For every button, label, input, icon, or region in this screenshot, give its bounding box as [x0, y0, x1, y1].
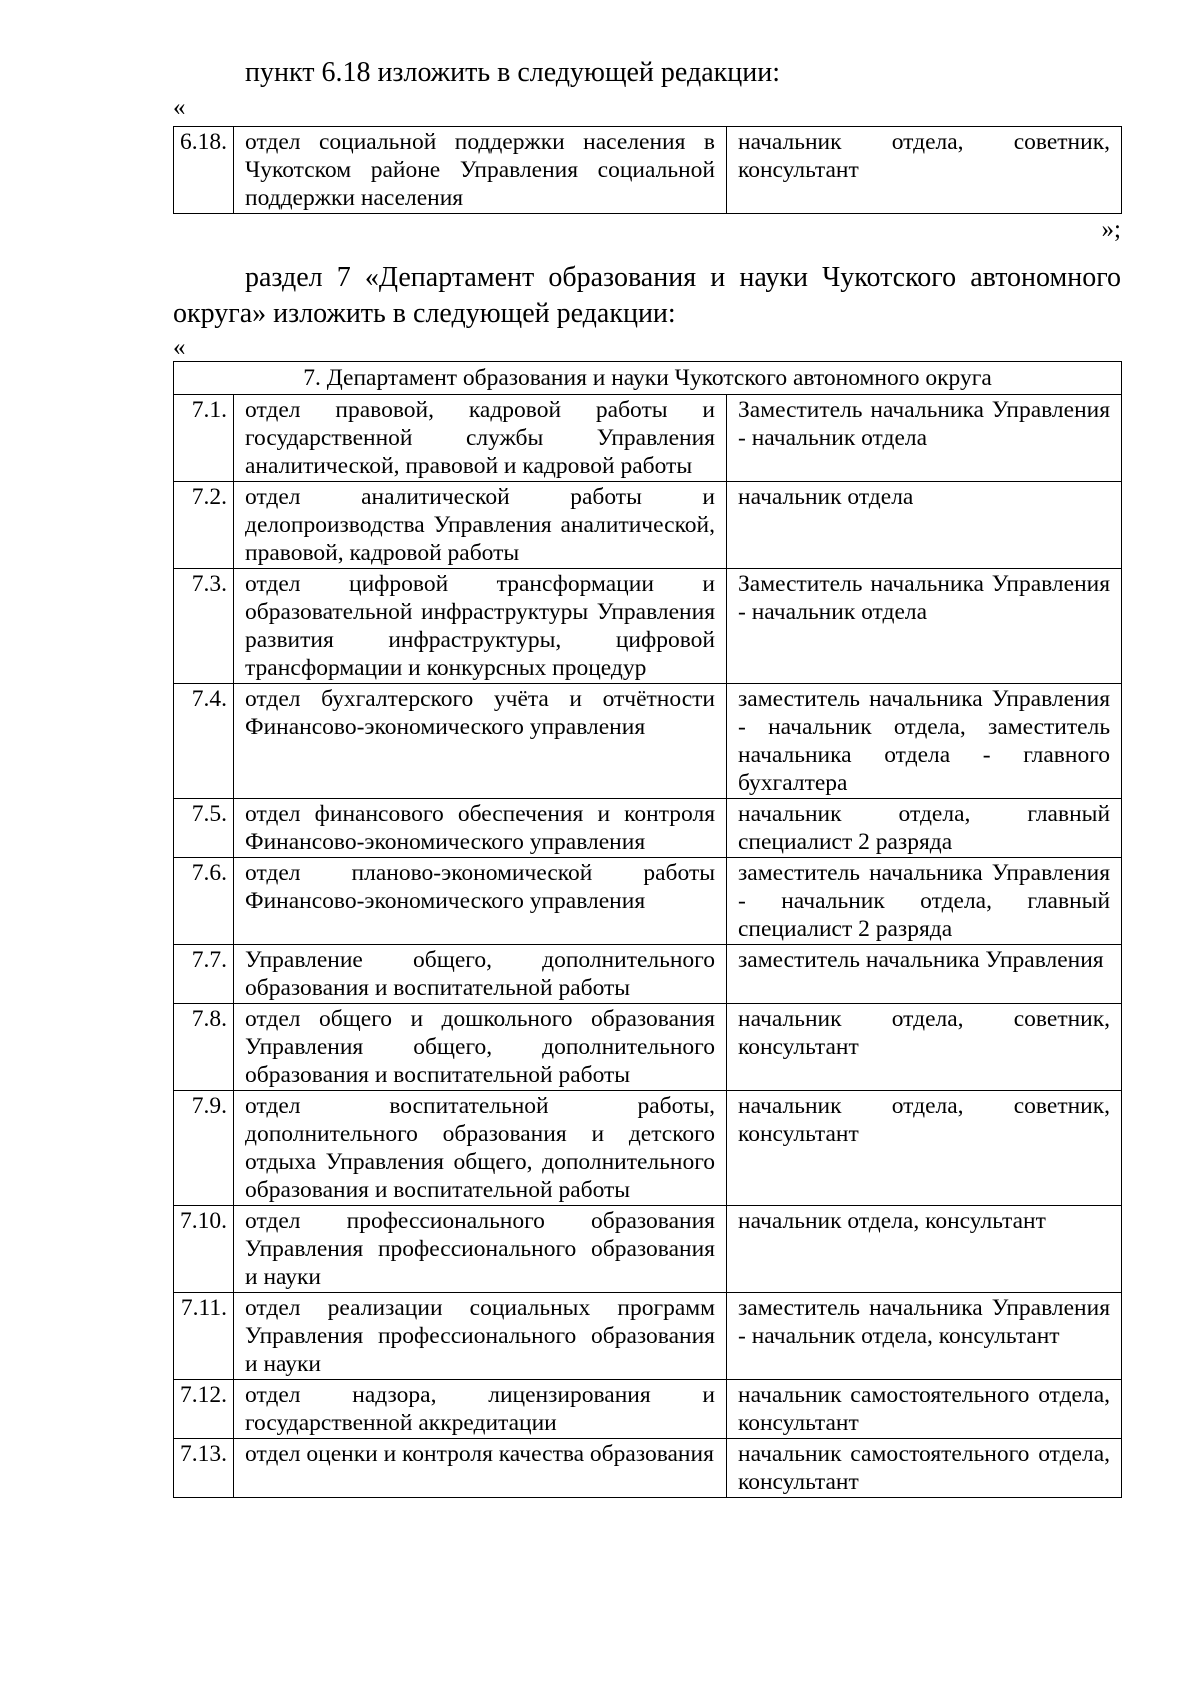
row-number: 7.10.	[174, 1206, 234, 1293]
table-row	[174, 1439, 1122, 1498]
row-number: 7.7.	[174, 945, 234, 1004]
unit-name: отдел реализации социальных программ Управления профессионального образования и науки	[234, 1293, 727, 1380]
row-number: 7.5.	[174, 799, 234, 858]
open-quote-2: «	[173, 334, 186, 361]
table-header-row	[174, 362, 1122, 395]
paragraph-618-intro: пункт 6.18 изложить в следующей редакции:	[245, 57, 780, 88]
positions: начальник отдела, советник, консультант	[727, 127, 1122, 214]
positions: заместитель начальника Управления	[727, 945, 1122, 1004]
unit-name: Управление общего, дополнительного образования и воспитательной работы	[234, 945, 727, 1004]
row-number: 7.11.	[174, 1293, 234, 1380]
table-row	[174, 1380, 1122, 1439]
positions: начальник самостоятельного отдела, консультант	[727, 1439, 1122, 1498]
table-row	[174, 482, 1122, 569]
table-row	[174, 569, 1122, 684]
unit-name: отдел аналитической работы и делопроизводства Управления аналитической, правовой, кадровой работы	[234, 482, 727, 569]
table-row	[174, 395, 1122, 482]
row-number: 7.8.	[174, 1004, 234, 1091]
table-row	[174, 1091, 1122, 1206]
row-number: 7.2.	[174, 482, 234, 569]
unit-name: отдел социальной поддержки населения в Чукотском районе Управления социальной поддержки населения	[234, 127, 727, 214]
open-quote: «	[173, 94, 186, 121]
positions: заместитель начальника Управления - начальник отдела, заместитель начальника отдела - главного бухгалтера	[727, 684, 1122, 799]
row-number: 7.3.	[174, 569, 234, 684]
row-number: 7.9.	[174, 1091, 234, 1206]
section-header: 7. Департамент образования и науки Чукотского автономного округа	[174, 362, 1122, 395]
table-row	[174, 1206, 1122, 1293]
unit-name: отдел правовой, кадровой работы и государственной службы Управления аналитической, правовой и кадровой работы	[234, 395, 727, 482]
row-number: 7.6.	[174, 858, 234, 945]
unit-name: отдел финансового обеспечения и контроля Финансово-экономического управления	[234, 799, 727, 858]
row-number: 6.18.	[174, 127, 234, 214]
table-row	[174, 1293, 1122, 1380]
row-number: 7.13.	[174, 1439, 234, 1498]
table-row	[174, 858, 1122, 945]
row-number: 7.12.	[174, 1380, 234, 1439]
close-quote: »;	[1101, 216, 1121, 243]
unit-name: отдел профессионального образования Управления профессионального образования и науки	[234, 1206, 727, 1293]
positions: Заместитель начальника Управления - начальник отдела	[727, 569, 1122, 684]
unit-name: отдел планово-экономической работы Финансово-экономического управления	[234, 858, 727, 945]
unit-name: отдел цифровой трансформации и образовательной инфраструктуры Управления развития инфраструктуры, цифровой трансформации и конкурсных процедур	[234, 569, 727, 684]
table-row	[174, 684, 1122, 799]
paragraph-section7-intro: раздел 7 «Департамент образования и науки Чукотского автономного округа» изложить в следующей редакции:	[173, 262, 1121, 329]
positions: Заместитель начальника Управления - начальник отдела	[727, 395, 1122, 482]
table-row	[174, 1004, 1122, 1091]
unit-name: отдел воспитательной работы, дополнительного образования и детского отдыха Управления общего, дополнительного образования и воспитательной работы	[234, 1091, 727, 1206]
table-row	[174, 799, 1122, 858]
unit-name: отдел оценки и контроля качества образования	[234, 1439, 727, 1498]
row-number: 7.4.	[174, 684, 234, 799]
table-618	[173, 126, 1122, 214]
positions: заместитель начальника Управления - начальник отдела, главный специалист 2 разряда	[727, 858, 1122, 945]
positions: начальник отдела	[727, 482, 1122, 569]
table-section7	[173, 361, 1122, 1498]
unit-name: отдел общего и дошкольного образования Управления общего, дополнительного образования и воспитательной работы	[234, 1004, 727, 1091]
positions: начальник отдела, консультант	[727, 1206, 1122, 1293]
positions: начальник отдела, главный специалист 2 разряда	[727, 799, 1122, 858]
positions: начальник отдела, советник, консультант	[727, 1091, 1122, 1206]
unit-name: отдел бухгалтерского учёта и отчётности Финансово-экономического управления	[234, 684, 727, 799]
table-row	[174, 945, 1122, 1004]
positions: начальник отдела, советник, консультант	[727, 1004, 1122, 1091]
positions: начальник самостоятельного отдела, консультант	[727, 1380, 1122, 1439]
positions: заместитель начальника Управления - начальник отдела, консультант	[727, 1293, 1122, 1380]
unit-name: отдел надзора, лицензирования и государственной аккредитации	[234, 1380, 727, 1439]
row-number: 7.1.	[174, 395, 234, 482]
table-row	[174, 127, 1122, 214]
